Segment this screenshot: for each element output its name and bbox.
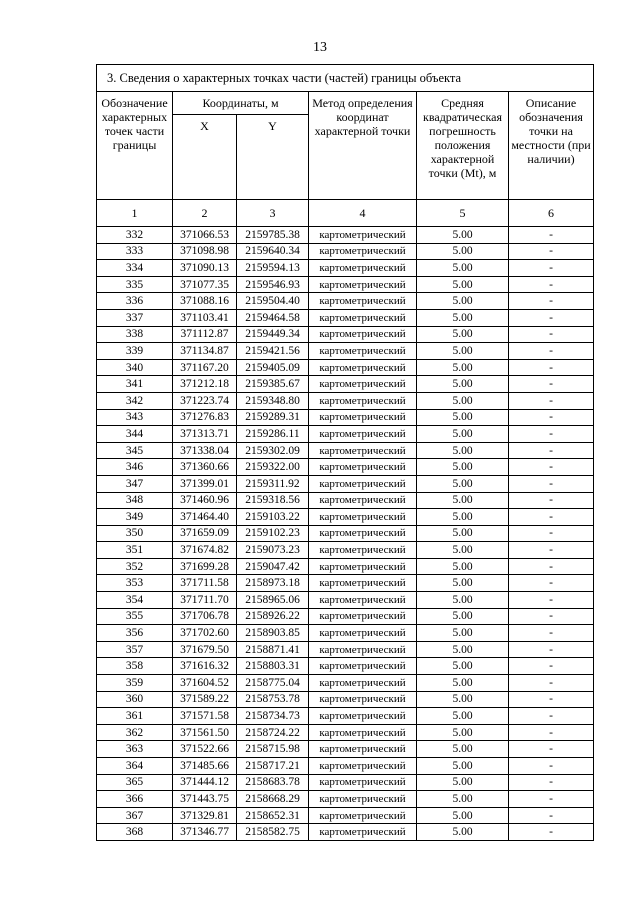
- point-name-cell: 364: [97, 758, 173, 775]
- description-cell: -: [509, 592, 594, 609]
- method-cell: картометрический: [309, 658, 417, 675]
- y-coordinate-cell: 2158734.73: [237, 708, 309, 725]
- table-row: [97, 392, 594, 409]
- point-name-cell: 353: [97, 575, 173, 592]
- y-coordinate-cell: 2158724.22: [237, 724, 309, 741]
- point-name-cell: 358: [97, 658, 173, 675]
- method-cell: картометрический: [309, 309, 417, 326]
- y-coordinate-cell: 2159640.34: [237, 243, 309, 260]
- description-cell: -: [509, 525, 594, 542]
- x-coordinate-cell: 371112.87: [173, 326, 237, 343]
- method-cell: картометрический: [309, 409, 417, 426]
- table-row: [97, 791, 594, 808]
- table-row: [97, 409, 594, 426]
- method-cell: картометрический: [309, 592, 417, 609]
- accuracy-cell: 5.00: [417, 359, 509, 376]
- accuracy-cell: 5.00: [417, 459, 509, 476]
- description-cell: -: [509, 542, 594, 559]
- table-row: [97, 758, 594, 775]
- x-coordinate-cell: 371485.66: [173, 758, 237, 775]
- accuracy-cell: 5.00: [417, 641, 509, 658]
- description-cell: -: [509, 343, 594, 360]
- y-coordinate-cell: 2159405.09: [237, 359, 309, 376]
- x-coordinate-cell: 371659.09: [173, 525, 237, 542]
- x-coordinate-cell: 371338.04: [173, 442, 237, 459]
- y-coordinate-cell: 2159348.80: [237, 392, 309, 409]
- point-name-cell: 345: [97, 442, 173, 459]
- y-coordinate-cell: 2158775.04: [237, 675, 309, 692]
- method-cell: картометрический: [309, 542, 417, 559]
- table-row: [97, 227, 594, 244]
- method-cell: картометрический: [309, 260, 417, 277]
- point-name-cell: 367: [97, 807, 173, 824]
- method-cell: картометрический: [309, 807, 417, 824]
- method-cell: картометрический: [309, 276, 417, 293]
- header-point-name: Обозначение характерных точек части границы: [97, 92, 173, 200]
- y-coordinate-cell: 2158668.29: [237, 791, 309, 808]
- column-number-row: [97, 200, 594, 227]
- accuracy-cell: 5.00: [417, 625, 509, 642]
- method-cell: картометрический: [309, 608, 417, 625]
- x-coordinate-cell: 371088.16: [173, 293, 237, 310]
- description-cell: -: [509, 741, 594, 758]
- table-row: [97, 675, 594, 692]
- table-row: [97, 492, 594, 509]
- table-row: [97, 326, 594, 343]
- method-cell: картометрический: [309, 227, 417, 244]
- point-name-cell: 338: [97, 326, 173, 343]
- method-cell: картометрический: [309, 558, 417, 575]
- header-method: Метод определения координат характерной точки: [309, 92, 417, 200]
- y-coordinate-cell: 2158715.98: [237, 741, 309, 758]
- description-cell: -: [509, 641, 594, 658]
- description-cell: -: [509, 575, 594, 592]
- description-cell: -: [509, 625, 594, 642]
- method-cell: картометрический: [309, 525, 417, 542]
- description-cell: -: [509, 509, 594, 526]
- point-name-cell: 357: [97, 641, 173, 658]
- description-cell: -: [509, 724, 594, 741]
- method-cell: картометрический: [309, 691, 417, 708]
- column-number: 2: [173, 200, 237, 227]
- description-cell: -: [509, 309, 594, 326]
- point-name-cell: 351: [97, 542, 173, 559]
- accuracy-cell: 5.00: [417, 708, 509, 725]
- description-cell: -: [509, 708, 594, 725]
- point-name-cell: 340: [97, 359, 173, 376]
- point-name-cell: 339: [97, 343, 173, 360]
- y-coordinate-cell: 2158965.06: [237, 592, 309, 609]
- y-coordinate-cell: 2158903.85: [237, 625, 309, 642]
- accuracy-cell: 5.00: [417, 475, 509, 492]
- y-coordinate-cell: 2159289.31: [237, 409, 309, 426]
- table-row: [97, 376, 594, 393]
- description-cell: -: [509, 293, 594, 310]
- accuracy-cell: 5.00: [417, 509, 509, 526]
- x-coordinate-cell: 371090.13: [173, 260, 237, 277]
- y-coordinate-cell: 2158973.18: [237, 575, 309, 592]
- description-cell: -: [509, 392, 594, 409]
- section-title-row: [97, 65, 594, 92]
- method-cell: картометрический: [309, 641, 417, 658]
- page-number: 13: [313, 40, 327, 55]
- y-coordinate-cell: 2158582.75: [237, 824, 309, 841]
- method-cell: картометрический: [309, 758, 417, 775]
- header-y: Y: [237, 115, 309, 200]
- table-row: [97, 309, 594, 326]
- y-coordinate-cell: 2159103.22: [237, 509, 309, 526]
- header-row: [97, 92, 594, 115]
- x-coordinate-cell: 371699.28: [173, 558, 237, 575]
- description-cell: -: [509, 558, 594, 575]
- x-coordinate-cell: 371464.40: [173, 509, 237, 526]
- y-coordinate-cell: 2159785.38: [237, 227, 309, 244]
- table-row: [97, 509, 594, 526]
- y-coordinate-cell: 2159073.23: [237, 542, 309, 559]
- method-cell: картометрический: [309, 675, 417, 692]
- accuracy-cell: 5.00: [417, 691, 509, 708]
- method-cell: картометрический: [309, 343, 417, 360]
- point-name-cell: 355: [97, 608, 173, 625]
- description-cell: -: [509, 675, 594, 692]
- description-cell: -: [509, 475, 594, 492]
- point-name-cell: 343: [97, 409, 173, 426]
- x-coordinate-cell: 371329.81: [173, 807, 237, 824]
- accuracy-cell: 5.00: [417, 227, 509, 244]
- accuracy-cell: 5.00: [417, 260, 509, 277]
- x-coordinate-cell: 371522.66: [173, 741, 237, 758]
- accuracy-cell: 5.00: [417, 774, 509, 791]
- point-name-cell: 347: [97, 475, 173, 492]
- x-coordinate-cell: 371212.18: [173, 376, 237, 393]
- method-cell: картометрический: [309, 243, 417, 260]
- method-cell: картометрический: [309, 475, 417, 492]
- column-number: 3: [237, 200, 309, 227]
- description-cell: -: [509, 376, 594, 393]
- accuracy-cell: 5.00: [417, 741, 509, 758]
- description-cell: -: [509, 276, 594, 293]
- x-coordinate-cell: 371679.50: [173, 641, 237, 658]
- description-cell: -: [509, 442, 594, 459]
- method-cell: картометрический: [309, 509, 417, 526]
- point-name-cell: 332: [97, 227, 173, 244]
- method-cell: картометрический: [309, 426, 417, 443]
- boundary-points-table: [96, 64, 594, 841]
- x-coordinate-cell: 371616.32: [173, 658, 237, 675]
- method-cell: картометрический: [309, 575, 417, 592]
- y-coordinate-cell: 2158753.78: [237, 691, 309, 708]
- x-coordinate-cell: 371077.35: [173, 276, 237, 293]
- x-coordinate-cell: 371460.96: [173, 492, 237, 509]
- accuracy-cell: 5.00: [417, 392, 509, 409]
- header-coordinates: Координаты, м: [173, 92, 309, 115]
- table-row: [97, 276, 594, 293]
- table-row: [97, 625, 594, 642]
- accuracy-cell: 5.00: [417, 542, 509, 559]
- accuracy-cell: 5.00: [417, 558, 509, 575]
- point-name-cell: 333: [97, 243, 173, 260]
- x-coordinate-cell: 371604.52: [173, 675, 237, 692]
- point-name-cell: 348: [97, 492, 173, 509]
- x-coordinate-cell: 371443.75: [173, 791, 237, 808]
- x-coordinate-cell: 371276.83: [173, 409, 237, 426]
- table-row: [97, 741, 594, 758]
- table-row: [97, 724, 594, 741]
- header-x: X: [173, 115, 237, 200]
- x-coordinate-cell: 371098.98: [173, 243, 237, 260]
- y-coordinate-cell: 2159546.93: [237, 276, 309, 293]
- x-coordinate-cell: 371346.77: [173, 824, 237, 841]
- method-cell: картометрический: [309, 492, 417, 509]
- table-row: [97, 641, 594, 658]
- description-cell: -: [509, 243, 594, 260]
- point-name-cell: 349: [97, 509, 173, 526]
- description-cell: -: [509, 492, 594, 509]
- accuracy-cell: 5.00: [417, 758, 509, 775]
- point-name-cell: 362: [97, 724, 173, 741]
- accuracy-cell: 5.00: [417, 326, 509, 343]
- accuracy-cell: 5.00: [417, 575, 509, 592]
- x-coordinate-cell: 371571.58: [173, 708, 237, 725]
- point-name-cell: 335: [97, 276, 173, 293]
- table-row: [97, 343, 594, 360]
- point-name-cell: 344: [97, 426, 173, 443]
- table-row: [97, 442, 594, 459]
- point-name-cell: 336: [97, 293, 173, 310]
- x-coordinate-cell: 371360.66: [173, 459, 237, 476]
- header-accuracy: Средняя квадратическая погрешность положения характерной точки (Mt), м: [417, 92, 509, 200]
- accuracy-cell: 5.00: [417, 675, 509, 692]
- x-coordinate-cell: 371589.22: [173, 691, 237, 708]
- table-row: [97, 260, 594, 277]
- description-cell: -: [509, 359, 594, 376]
- table-row: [97, 426, 594, 443]
- description-cell: -: [509, 691, 594, 708]
- description-cell: -: [509, 227, 594, 244]
- method-cell: картометрический: [309, 392, 417, 409]
- point-name-cell: 356: [97, 625, 173, 642]
- x-coordinate-cell: 371167.20: [173, 359, 237, 376]
- y-coordinate-cell: 2159385.67: [237, 376, 309, 393]
- table-row: [97, 691, 594, 708]
- description-cell: -: [509, 807, 594, 824]
- table-row: [97, 592, 594, 609]
- table-row: [97, 807, 594, 824]
- accuracy-cell: 5.00: [417, 492, 509, 509]
- description-cell: -: [509, 409, 594, 426]
- x-coordinate-cell: 371561.50: [173, 724, 237, 741]
- table-row: [97, 459, 594, 476]
- accuracy-cell: 5.00: [417, 658, 509, 675]
- x-coordinate-cell: 371702.60: [173, 625, 237, 642]
- table-row: [97, 293, 594, 310]
- y-coordinate-cell: 2159102.23: [237, 525, 309, 542]
- point-name-cell: 368: [97, 824, 173, 841]
- point-name-cell: 346: [97, 459, 173, 476]
- x-coordinate-cell: 371134.87: [173, 343, 237, 360]
- description-cell: -: [509, 459, 594, 476]
- x-coordinate-cell: 371711.70: [173, 592, 237, 609]
- y-coordinate-cell: 2159302.09: [237, 442, 309, 459]
- point-name-cell: 352: [97, 558, 173, 575]
- x-coordinate-cell: 371711.58: [173, 575, 237, 592]
- y-coordinate-cell: 2158871.41: [237, 641, 309, 658]
- point-name-cell: 341: [97, 376, 173, 393]
- table-row: [97, 658, 594, 675]
- method-cell: картометрический: [309, 459, 417, 476]
- accuracy-cell: 5.00: [417, 276, 509, 293]
- method-cell: картометрический: [309, 708, 417, 725]
- accuracy-cell: 5.00: [417, 243, 509, 260]
- point-name-cell: 359: [97, 675, 173, 692]
- table-row: [97, 824, 594, 841]
- table-row: [97, 708, 594, 725]
- accuracy-cell: 5.00: [417, 791, 509, 808]
- point-name-cell: 354: [97, 592, 173, 609]
- y-coordinate-cell: 2158652.31: [237, 807, 309, 824]
- method-cell: картометрический: [309, 724, 417, 741]
- point-name-cell: 360: [97, 691, 173, 708]
- method-cell: картометрический: [309, 625, 417, 642]
- y-coordinate-cell: 2159504.40: [237, 293, 309, 310]
- y-coordinate-cell: 2159322.00: [237, 459, 309, 476]
- table-row: [97, 542, 594, 559]
- description-cell: -: [509, 608, 594, 625]
- table-row: [97, 575, 594, 592]
- column-number: 4: [309, 200, 417, 227]
- accuracy-cell: 5.00: [417, 824, 509, 841]
- description-cell: -: [509, 326, 594, 343]
- method-cell: картометрический: [309, 293, 417, 310]
- x-coordinate-cell: 371313.71: [173, 426, 237, 443]
- table-row: [97, 475, 594, 492]
- description-cell: -: [509, 426, 594, 443]
- y-coordinate-cell: 2159464.58: [237, 309, 309, 326]
- accuracy-cell: 5.00: [417, 608, 509, 625]
- y-coordinate-cell: 2159449.34: [237, 326, 309, 343]
- y-coordinate-cell: 2159594.13: [237, 260, 309, 277]
- description-cell: -: [509, 791, 594, 808]
- y-coordinate-cell: 2159318.56: [237, 492, 309, 509]
- point-name-cell: 361: [97, 708, 173, 725]
- accuracy-cell: 5.00: [417, 409, 509, 426]
- point-name-cell: 337: [97, 309, 173, 326]
- column-number: 5: [417, 200, 509, 227]
- point-name-cell: 334: [97, 260, 173, 277]
- header-description: Описание обозначения точки на местности (при наличии): [509, 92, 594, 200]
- table-row: [97, 558, 594, 575]
- x-coordinate-cell: 371103.41: [173, 309, 237, 326]
- table-row: [97, 525, 594, 542]
- table-row: [97, 243, 594, 260]
- description-cell: -: [509, 774, 594, 791]
- accuracy-cell: 5.00: [417, 525, 509, 542]
- x-coordinate-cell: 371066.53: [173, 227, 237, 244]
- point-name-cell: 366: [97, 791, 173, 808]
- method-cell: картометрический: [309, 824, 417, 841]
- accuracy-cell: 5.00: [417, 293, 509, 310]
- method-cell: картометрический: [309, 326, 417, 343]
- point-name-cell: 342: [97, 392, 173, 409]
- point-name-cell: 350: [97, 525, 173, 542]
- method-cell: картометрический: [309, 774, 417, 791]
- column-number: 1: [97, 200, 173, 227]
- description-cell: -: [509, 658, 594, 675]
- y-coordinate-cell: 2158926.22: [237, 608, 309, 625]
- accuracy-cell: 5.00: [417, 426, 509, 443]
- point-name-cell: 365: [97, 774, 173, 791]
- x-coordinate-cell: 371706.78: [173, 608, 237, 625]
- accuracy-cell: 5.00: [417, 343, 509, 360]
- x-coordinate-cell: 371674.82: [173, 542, 237, 559]
- y-coordinate-cell: 2159421.56: [237, 343, 309, 360]
- y-coordinate-cell: 2159311.92: [237, 475, 309, 492]
- accuracy-cell: 5.00: [417, 807, 509, 824]
- point-name-cell: 363: [97, 741, 173, 758]
- method-cell: картометрический: [309, 741, 417, 758]
- description-cell: -: [509, 260, 594, 277]
- x-coordinate-cell: 371223.74: [173, 392, 237, 409]
- y-coordinate-cell: 2159286.11: [237, 426, 309, 443]
- table-row: [97, 608, 594, 625]
- method-cell: картометрический: [309, 359, 417, 376]
- description-cell: -: [509, 824, 594, 841]
- method-cell: картометрический: [309, 442, 417, 459]
- y-coordinate-cell: 2159047.42: [237, 558, 309, 575]
- method-cell: картометрический: [309, 791, 417, 808]
- description-cell: -: [509, 758, 594, 775]
- x-coordinate-cell: 371444.12: [173, 774, 237, 791]
- accuracy-cell: 5.00: [417, 724, 509, 741]
- accuracy-cell: 5.00: [417, 442, 509, 459]
- table-row: [97, 774, 594, 791]
- accuracy-cell: 5.00: [417, 376, 509, 393]
- section-title: 3. Сведения о характерных точках части (частей) границы объекта: [97, 65, 594, 92]
- y-coordinate-cell: 2158803.31: [237, 658, 309, 675]
- accuracy-cell: 5.00: [417, 309, 509, 326]
- table-row: [97, 359, 594, 376]
- x-coordinate-cell: 371399.01: [173, 475, 237, 492]
- column-number: 6: [509, 200, 594, 227]
- method-cell: картометрический: [309, 376, 417, 393]
- table-body: [97, 65, 594, 841]
- y-coordinate-cell: 2158717.21: [237, 758, 309, 775]
- y-coordinate-cell: 2158683.78: [237, 774, 309, 791]
- accuracy-cell: 5.00: [417, 592, 509, 609]
